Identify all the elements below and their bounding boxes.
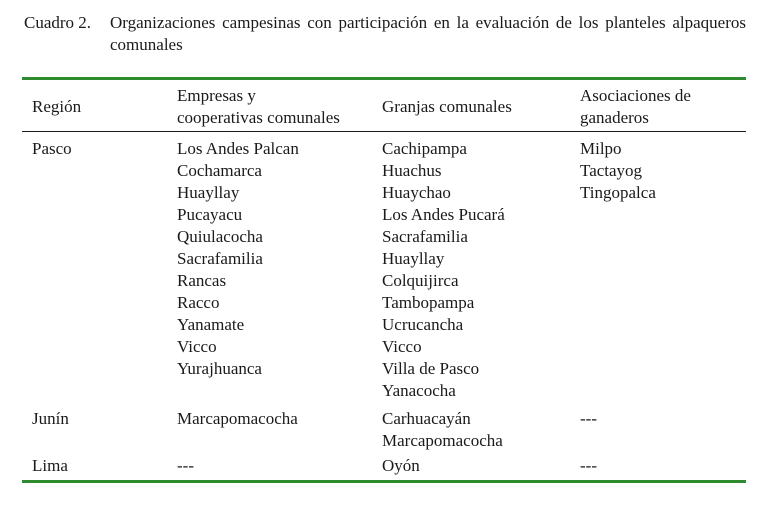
caption-label: Cuadro 2. — [24, 13, 92, 32]
cell-entry: Yanacocha — [382, 381, 456, 400]
cell-entry: Yurajhuanca — [177, 359, 262, 378]
cell-entry: --- — [580, 456, 597, 475]
cell-entry: Los Andes Palcan — [177, 139, 299, 158]
cell-entry: Ucrucancha — [382, 315, 464, 334]
cell-entry: Yanamate — [177, 315, 245, 334]
cell-entry: Cachipampa — [382, 139, 467, 158]
cell-entry: --- — [177, 456, 194, 475]
row-pasco-granjas — [382, 138, 505, 402]
cell-entry: Los Andes Pucará — [382, 205, 505, 224]
cell-entry: Huayllay — [177, 183, 240, 202]
row-lima-asociaciones — [580, 455, 597, 477]
header-granjas: Granjas comunales — [382, 97, 512, 116]
header-region: Región — [32, 97, 82, 116]
cell-entry: Marcapomacocha — [382, 431, 503, 450]
cell-entry: Marcapomacocha — [177, 409, 298, 428]
header-empresas-line1: Empresas y — [177, 86, 256, 105]
cell-entry: Pucayacu — [177, 205, 243, 224]
table-top-rule — [22, 77, 746, 80]
cell-entry: Carhuacayán — [382, 409, 471, 428]
header-asociaciones-line1: Asociaciones de — [580, 86, 691, 105]
cell-entry: Quiulacocha — [177, 227, 263, 246]
cell-entry: Colquijirca — [382, 271, 459, 290]
cell-entry: Huachus — [382, 161, 442, 180]
table-bottom-rule — [22, 480, 746, 483]
row-junin-granjas — [382, 408, 503, 452]
row-region-junin: Junín — [32, 409, 69, 428]
caption-text: Organizaciones campesinas con participación en la evaluación de los planteles alpaqueros comunales — [110, 13, 746, 54]
table-caption — [24, 12, 746, 56]
cell-entry: Racco — [177, 293, 220, 312]
cell-entry: Villa de Pasco — [382, 359, 480, 378]
cell-entry: Huaychao — [382, 183, 451, 202]
row-region-pasco: Pasco — [32, 139, 72, 158]
cell-entry: Tactayog — [580, 161, 643, 180]
header-rule — [22, 131, 746, 132]
cell-entry: Milpo — [580, 139, 622, 158]
cell-entry: --- — [580, 409, 597, 428]
row-junin-asociaciones — [580, 408, 597, 430]
header-asociaciones-line2: ganaderos — [580, 108, 649, 127]
row-junin-empresas — [177, 408, 298, 430]
cell-entry: Vicco — [382, 337, 422, 356]
cell-entry: Rancas — [177, 271, 227, 290]
row-pasco-asociaciones — [580, 138, 656, 204]
cell-entry: Huayllay — [382, 249, 445, 268]
cell-entry: Cochamarca — [177, 161, 262, 180]
cell-entry: Tambopampa — [382, 293, 475, 312]
row-pasco-empresas — [177, 138, 299, 380]
cell-entry: Sacrafamilia — [177, 249, 263, 268]
cell-entry: Oyón — [382, 456, 420, 475]
row-region-lima: Lima — [32, 456, 68, 475]
cell-entry: Vicco — [177, 337, 217, 356]
cell-entry: Sacrafamilia — [382, 227, 468, 246]
header-empresas-line2: cooperativas comunales — [177, 108, 340, 127]
row-lima-granjas — [382, 455, 420, 477]
cell-entry: Tingopalca — [580, 183, 656, 202]
row-lima-empresas — [177, 455, 194, 477]
header-asociaciones — [580, 85, 691, 129]
header-empresas — [177, 85, 340, 129]
